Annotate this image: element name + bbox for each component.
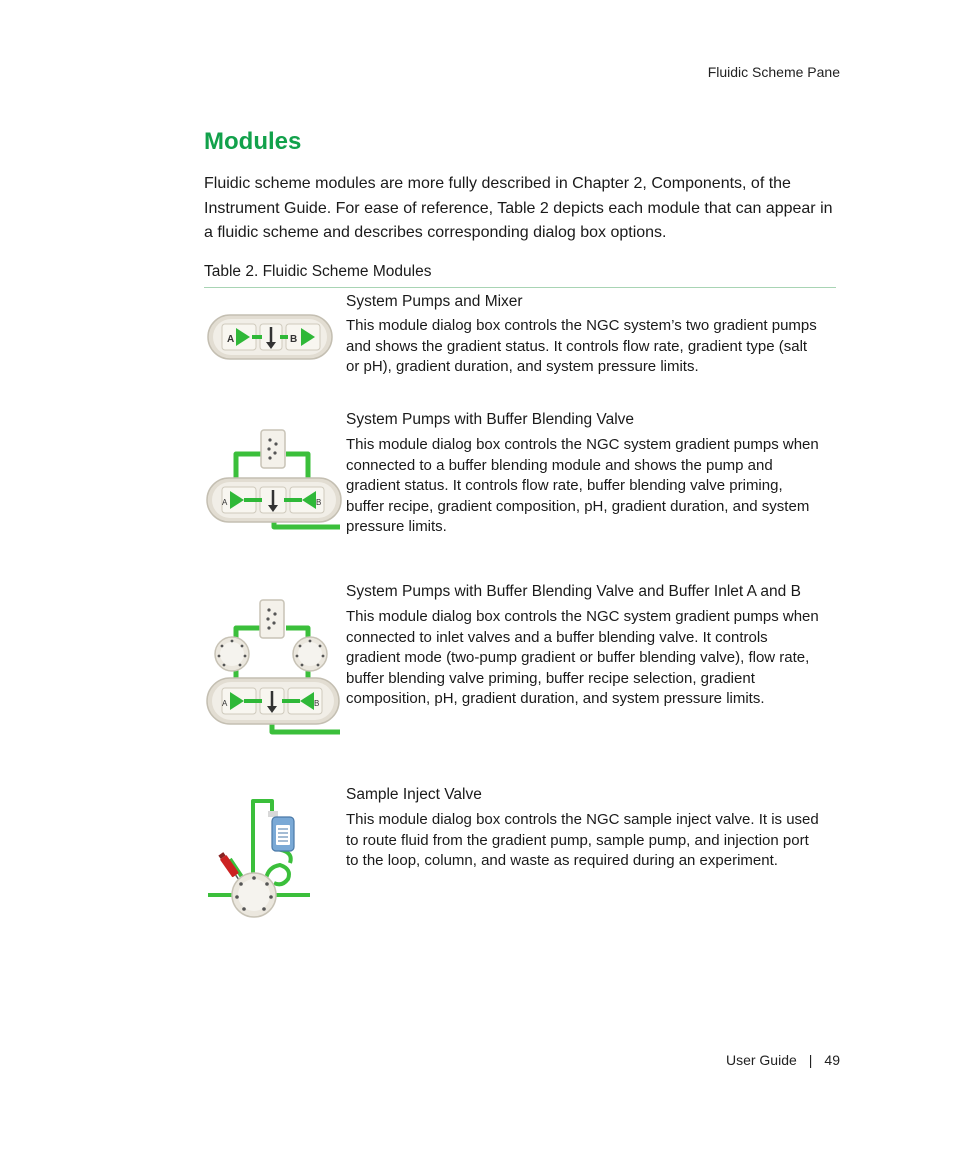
- pumps-mixer-icon: [204, 312, 336, 384]
- module-title: Sample Inject Valve: [346, 786, 482, 803]
- page-footer: [726, 1052, 840, 1068]
- section-title: Modules: [204, 128, 302, 155]
- module-description: This module dialog box controls the NGC system’s two gradient pumps and shows the gradient status. It controls flow rate, gradient type (salt or pH), gradient duration, and system pressure limits.: [346, 317, 817, 376]
- footer-label: User Guide: [725, 1052, 797, 1068]
- table-caption: Table 2. Fluidic Scheme Modules: [204, 263, 432, 280]
- table-rule: [204, 287, 836, 288]
- icon-label-a: A: [227, 334, 235, 345]
- table-row: [204, 410, 836, 540]
- running-header: Fluidic Scheme Pane: [707, 64, 840, 80]
- buffer-blending-icon: [204, 422, 344, 552]
- intro-paragraph: Fluidic scheme modules are more fully described in Chapter 2, Components, of the Instrument Guide. For ease of reference, Table 2 depicts each module that can appear in a fluidic scheme and describes corresponding dialog box options.: [204, 175, 833, 241]
- table-row: [204, 582, 836, 752]
- icon-label-b: B: [316, 498, 322, 507]
- table-row: [204, 292, 836, 402]
- icon-label-b: B: [314, 699, 320, 708]
- module-title: System Pumps with Buffer Blending Valve: [346, 411, 635, 428]
- module-title: System Pumps with Buffer Blending Valve and Buffer Inlet A and B: [346, 583, 801, 600]
- module-description: This module dialog box controls the NGC system gradient pumps when connected to a buffer blending module and shows the pump and gradient status. It controls flow rate, buffer blending valve priming, buffer recipe, gradient composition, pH, gradient duration, and system pressure limits.: [346, 436, 819, 536]
- icon-label-a: A: [222, 498, 228, 507]
- sample-inject-valve-icon: [204, 789, 314, 929]
- icon-label-a: A: [222, 699, 228, 708]
- module-description: This module dialog box controls the NGC system gradient pumps when connected to inlet valves and a buffer blending valve. It controls gradient mode (two-pump gradient or buffer blending valve), flow rate, buffer blending valve priming, buffer recipe selection, gradient composition, pH, gradient duration, and system pressure limits.: [346, 608, 819, 708]
- buffer-inlet-icon: [204, 596, 344, 756]
- table-row: [204, 785, 836, 925]
- module-description: This module dialog box controls the NGC sample inject valve. It is used to route fluid from the gradient pump, sample pump, and injection port to the loop, column, and waste as required during an experiment.: [346, 811, 819, 870]
- icon-label-b: B: [290, 334, 298, 345]
- module-title: System Pumps and Mixer: [346, 293, 523, 310]
- page-number: 49: [824, 1052, 840, 1068]
- footer-separator: |: [808, 1052, 813, 1068]
